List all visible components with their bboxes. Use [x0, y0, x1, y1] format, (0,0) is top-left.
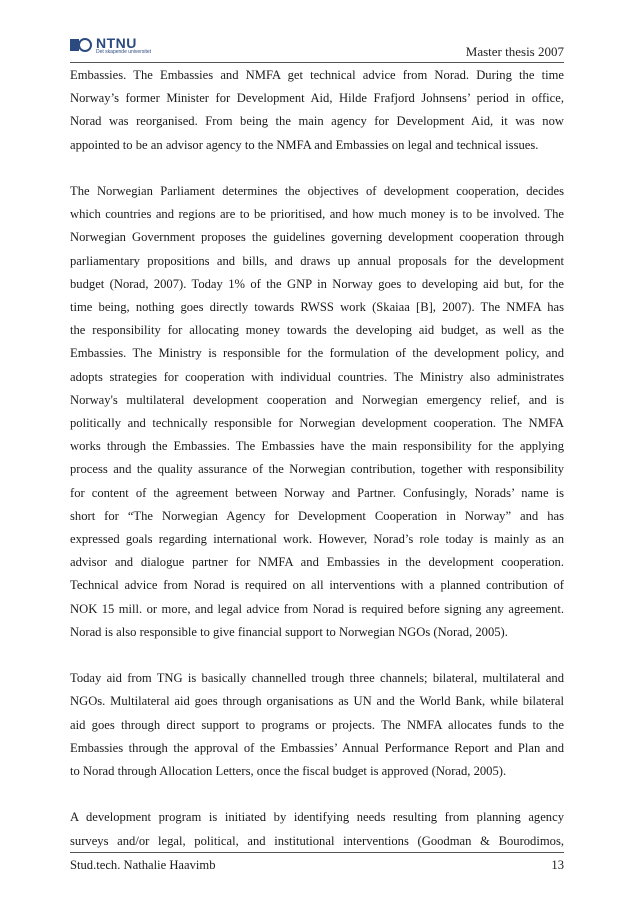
- text-line: Norway's multilateral development cooperation and Norwegian emergency relief, and is: [70, 392, 564, 407]
- paragraph: [70, 806, 564, 852]
- text-line: Norwegian Government proposes the guidelines governing development cooperation through: [70, 230, 564, 245]
- text-line: surveys and/or legal, political, and institutional interventions (Goodman & Bourodimos,: [70, 833, 564, 848]
- paragraph: [70, 64, 564, 157]
- text-line: works through the Embassies. The Embassies have the main responsibility for the applying: [70, 439, 564, 454]
- text-line: the responsibility for allocating money towards the developing aid budget, as well as the: [70, 323, 564, 338]
- text-line: Norad is also responsible to give financial support to Norwegian NGOs (Norad, 2005).: [70, 624, 508, 639]
- text-line: NGOs. Multilateral aid goes through organisations as UN and the World Bank, while bilateral: [70, 694, 564, 709]
- text-line: Technical advice from Norad is required on all interventions with a planned contribution of: [70, 578, 564, 593]
- ntnu-logo: [70, 34, 151, 56]
- paragraph: [70, 180, 564, 644]
- ntnu-logo-icon: [70, 37, 92, 53]
- text-line: The Norwegian Parliament determines the objectives of development cooperation, decides: [70, 184, 564, 198]
- text-line: aid goes through direct support to programs or projects. The NMFA allocates funds to the: [70, 717, 564, 732]
- text-line: which countries and regions are to be prioritised, and how much money is to be involved. The: [70, 207, 564, 222]
- text-line: A development program is initiated by identifying needs resulting from planning agency: [70, 810, 564, 825]
- text-line: process and the quality assurance of the Norwegian contribution, together with responsibility: [70, 462, 564, 477]
- text-line: Embassies. The Embassies and NMFA get technical advice from Norad. During the time: [70, 68, 564, 82]
- text-line: short for “The Norwegian Agency for Development Cooperation in Norway” and has: [70, 508, 564, 523]
- text-line: NOK 15 mill. or more, and legal advice from Norad is required before signing any agreement.: [70, 601, 564, 616]
- text-line: budget (Norad, 2007). Today 1% of the GNP in Norway goes to developing aid but, for the: [70, 276, 564, 291]
- text-line: Norway’s former Minister for Development Aid, Hilde Frafjord Johnsens’ period in office,: [70, 91, 564, 106]
- text-line: Embassies. The Ministry is responsible for the formulation of the development policy, and: [70, 346, 564, 361]
- logo-tagline: Det skapende universitet: [96, 48, 152, 55]
- page-header: [70, 34, 564, 63]
- footer-author: Stud.tech. Nathalie Haavimb: [70, 858, 216, 872]
- header-title: Master thesis 2007: [465, 44, 564, 59]
- text-line: advisor and dialogue partner for NMFA and Embassies in the development cooperation.: [70, 555, 564, 570]
- text-line: Today aid from TNG is basically channelled trough three channels; bilateral, multilateral and: [70, 671, 564, 686]
- paragraph: [70, 667, 564, 783]
- text-line: Embassies through the approval of the Embassies’ Annual Performance Report and Plan and: [70, 740, 564, 755]
- text-line: expressed goals regarding international work. However, Norad’s role today is mainly as an: [70, 532, 564, 547]
- page-footer: [70, 852, 564, 877]
- text-line: politically and technically responsible for Norwegian development cooperation. The NMFA: [70, 416, 564, 431]
- text-line: adopts strategies for cooperation with individual countries. The Ministry also administrates: [70, 369, 564, 384]
- text-line: Norad was reorganised. From being the main agency for Development Aid, it was now: [70, 114, 564, 129]
- text-line: time being, nothing goes directly towards RWSS work (Skaiaa [B], 2007). The NMFA has: [70, 300, 564, 315]
- text-line: for content of the agreement between Norway and Partner. Confusingly, Norads’ name is: [70, 485, 564, 500]
- text-line: appointed to be an advisor agency to the NMFA and Embassies on legal and technical issues.: [70, 137, 539, 152]
- text-line: to Norad through Allocation Letters, once the fiscal budget is approved (Norad, 2005).: [70, 764, 507, 779]
- page-number: 13: [551, 858, 564, 872]
- body-text: [70, 64, 564, 876]
- text-line: parliamentary propositions and bills, and draws up annual proposals for the development: [70, 253, 564, 268]
- logo-name: NTNU: [96, 34, 137, 51]
